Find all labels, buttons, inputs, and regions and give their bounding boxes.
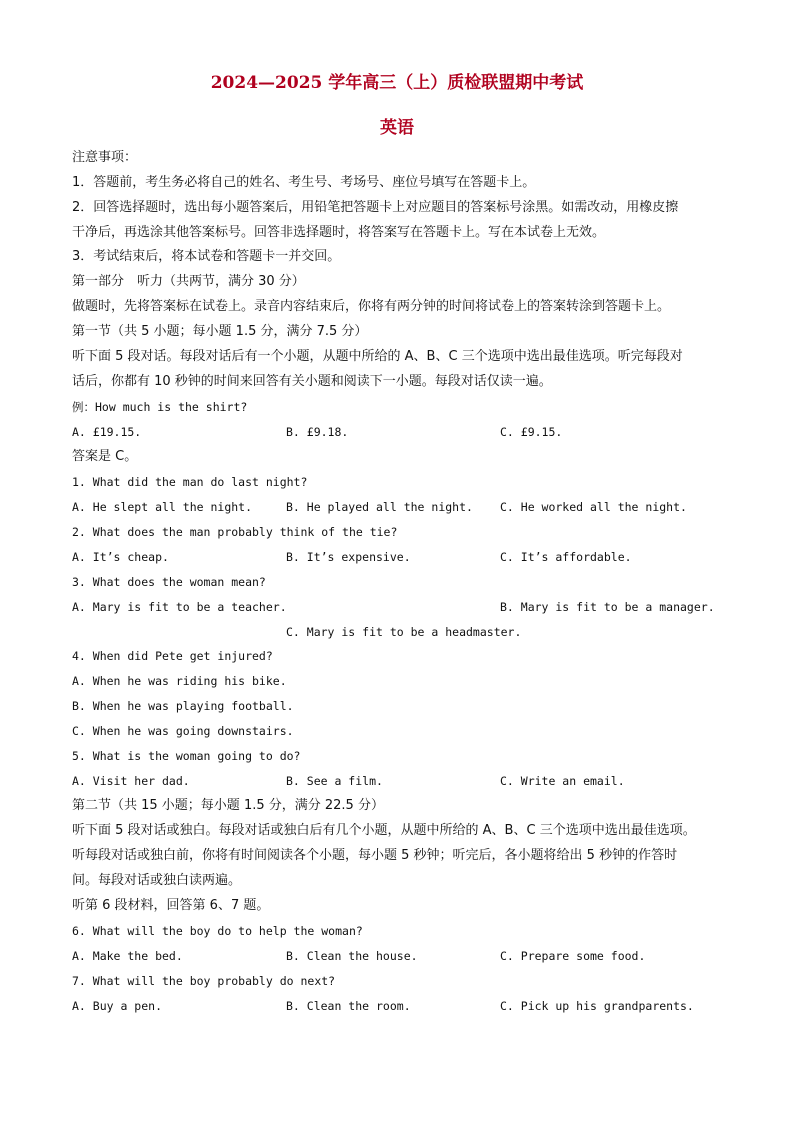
q6-option-c: C. Prepare some food. [500,949,646,963]
q4-option-c: C. When he was going downstairs. [72,724,294,738]
q1-option-a: A. He slept all the night. [72,500,253,514]
notice-item: 干净后，再选涂其他答案标号。回答非选择题时，将答案写在答题卡上。写在本试卷上无效。 [72,225,606,240]
section2-instruction: 间。每段对话或独白读两遍。 [72,873,242,888]
question-2: 2. What does the man probably think of the tie? [72,525,398,539]
q1-option-c: C. He worked all the night. [500,500,687,514]
section2-instruction: 听下面 5 段对话或独白。每段对话或独白后有几个小题，从题中所给的 A、B、C 三个选项中选出最佳选项。 [72,823,696,838]
q2-option-a: A. It’s cheap. [72,550,169,564]
question-6: 6. What will the boy do to help the woman? [72,924,363,938]
example-option-c: C. £9.15. [500,425,563,439]
q7-option-b: B. Clean the room. [286,999,411,1013]
q5-option-a: A. Visit her dad. [72,774,190,788]
q1-option-b: B. He played all the night. [286,500,473,514]
q7-option-a: A. Buy a pen. [72,999,163,1013]
notice-item: 2．回答选择题时，选出每小题答案后，用铅笔把答题卡上对应题目的答案标号涂黑。如需改动，用橡皮擦 [72,200,679,215]
q6-option-b: B. Clean the house. [286,949,418,963]
q4-option-b: B. When he was playing football. [72,699,294,713]
section1-instruction: 话后，你都有 10 秒钟的时间来回答有关小题和阅读下一小题。每段对话仅读一遍。 [72,374,552,389]
exam-title: 2024—2025 学年高三（上）质检联盟期中考试 [210,73,584,93]
section1-heading: 第一节（共 5 小题；每小题 1.5 分，满分 7.5 分） [72,324,368,339]
section2-heading: 第二节（共 15 小题；每小题 1.5 分，满分 22.5 分） [72,798,384,813]
q3-option-b: B. Mary is fit to be a manager. [500,600,715,614]
example-answer: 答案是 C。 [72,449,138,464]
example-option-b: B. £9.18. [286,425,349,439]
notice-item: 1．答题前，考生务必将自己的姓名、考生号、考场号、座位号填写在答题卡上。 [72,175,536,190]
material-6-note: 听第 6 段材料，回答第 6、7 题。 [72,898,270,913]
part1-heading: 第一部分 听力（共两节，满分 30 分） [72,274,305,289]
q5-option-c: C. Write an email. [500,774,625,788]
section2-instruction: 听每段对话或独白前，你将有时间阅读各个小题，每小题 5 秒钟；听完后，各小题将给出 5 秒钟的作答时 [72,848,678,863]
question-3: 3. What does the woman mean? [72,575,266,589]
q3-option-c: C. Mary is fit to be a headmaster. [286,625,522,639]
q6-option-a: A. Make the bed. [72,949,183,963]
q4-option-a: A. When he was riding his bike. [72,674,287,688]
example-option-a: A. £19.15. [72,425,142,439]
notice-item: 3．考试结束后，将本试卷和答题卡一并交回。 [72,249,341,264]
q7-option-c: C. Pick up his grandparents. [500,999,694,1013]
part1-instruction: 做题时，先将答案标在试卷上。录音内容结束后，你将有两分钟的时间将试卷上的答案转涂到答题卡上。 [72,299,671,314]
question-7: 7. What will the boy probably do next? [72,974,336,988]
notice-heading: 注意事项： [72,150,138,165]
q5-option-b: B. See a film. [286,774,383,788]
q2-option-c: C. It’s affordable. [500,550,632,564]
question-4: 4. When did Pete get injured? [72,649,273,663]
question-5: 5. What is the woman going to do? [72,749,301,763]
subject-title: 英语 [380,118,414,138]
q2-option-b: B. It’s expensive. [286,550,411,564]
example-question: 例：How much is the shirt? [72,400,248,414]
section1-instruction: 听下面 5 段对话。每段对话后有一个小题，从题中所给的 A、B、C 三个选项中选出最佳选项。听完每段对 [72,349,683,364]
question-1: 1. What did the man do last night? [72,475,308,489]
q3-option-a: A. Mary is fit to be a teacher. [72,600,287,614]
